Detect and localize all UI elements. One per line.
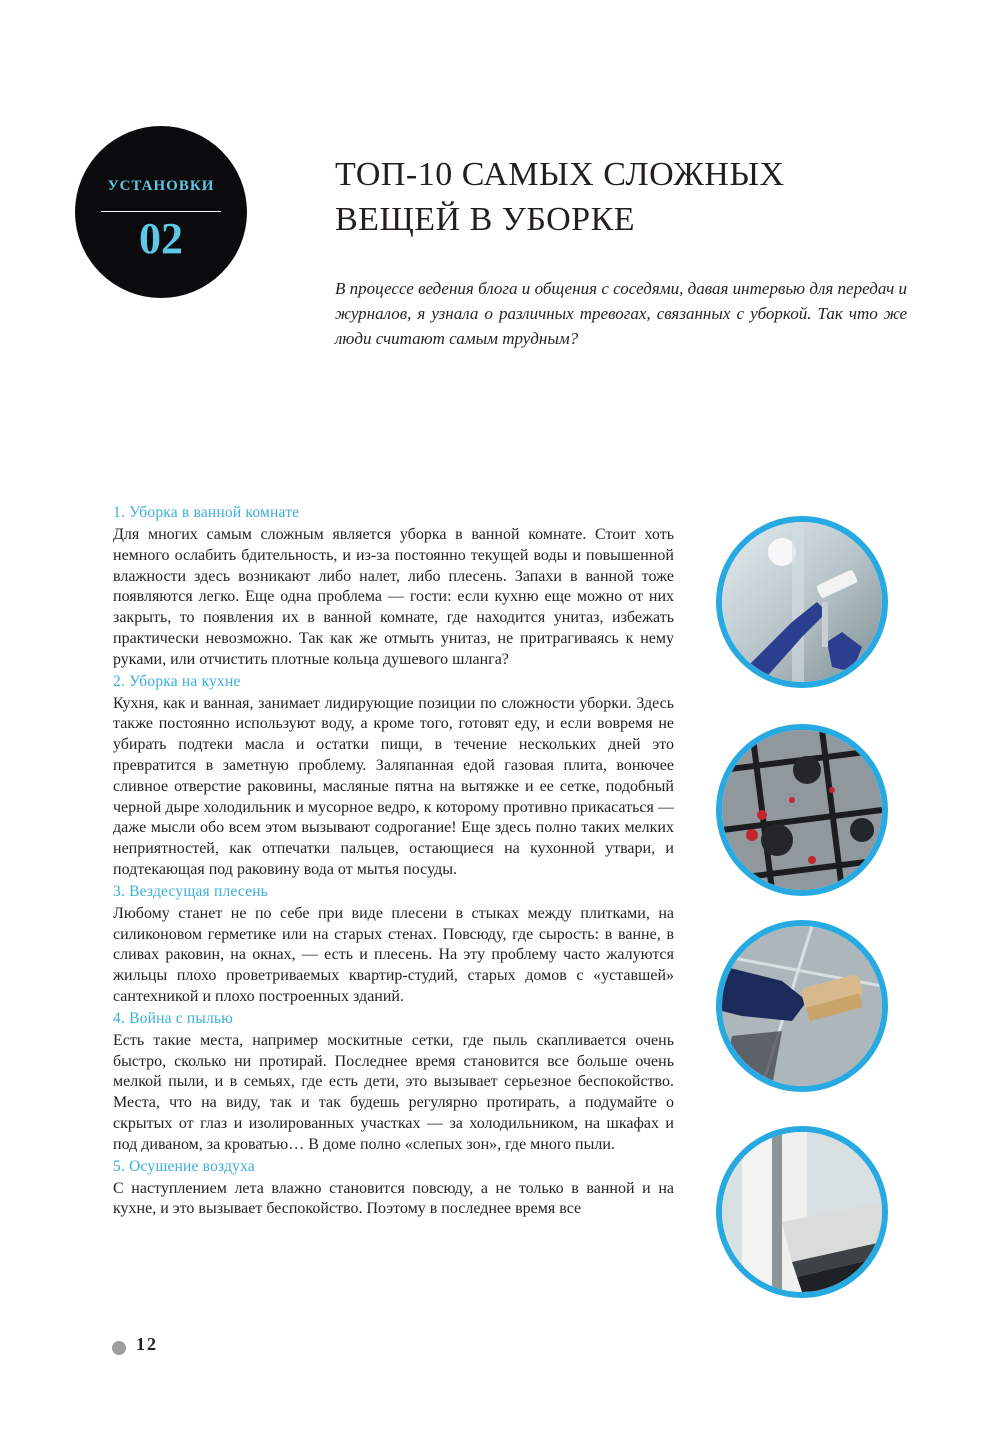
section-text-1: Для многих самым сложным является уборка в ванной комнате. Стоит хоть немного ослабить бдительность, и из-за постоянно текущей воды и повышенной влажности здесь возникают либо налет, либо плесень. Запахи в ванной тоже появляются легко. Еще одна проблема — гости: если кухню еще можно от них закрыть, то появления их в ванной комнате, где находится унитаз, избежать практически невозможно. Так как же отмыть унитаз, не притрагиваясь к нему руками, или отчистить плотные кольца душевого шланга?	[113, 526, 674, 668]
page-title: ТОП-10 САМЫХ СЛОЖНЫХ ВЕЩЕЙ В УБОРКЕ	[335, 156, 785, 238]
glass-cleaning-photo	[716, 516, 888, 688]
section-heading-4: 4. Война с пылью	[113, 1009, 233, 1027]
page-marker-dot	[112, 1341, 126, 1355]
badge-number: 02	[139, 214, 183, 263]
section-heading-5: 5. Осушение воздуха	[113, 1157, 255, 1175]
badge-divider	[101, 211, 221, 212]
page-number: 12	[136, 1334, 158, 1354]
section-text-5: С наступлением лета влажно становится повсюду, а не только в ванной и на кухне, и это вызывает беспокойство. Поэтому в последнее время все	[113, 1179, 674, 1218]
gas-stove-photo	[716, 724, 888, 896]
section-heading-2: 2. Уборка на кухне	[113, 672, 241, 690]
section-text-4: Есть такие места, например москитные сетки, где пыль скапливается очень быстро, сколько ни протирай. Последнее время становится все больше очень мелкой пыли, и в семьях, где есть дети, это вызывает серьезное беспокойство. Места, что на виду, так и так будешь регулярно протирать, а подумайте о скрытых от глаз и изолированных участках — за холодильником, на шкафах и под диваном, за кроватью… В доме полно «слепых зон», где много пыли.	[113, 1031, 674, 1153]
section-heading-3: 3. Вездесущая плесень	[113, 882, 268, 900]
article-body	[113, 502, 674, 1220]
section-heading-1: 1. Уборка в ванной комнате	[113, 504, 300, 521]
lead-paragraph: В процессе ведения блога и общения с соседями, давая интервью для передач и журналов, я узнала о различных тревогах, связанных с уборкой. Так что же люди считают самым трудным?	[335, 279, 907, 348]
tile-brush-photo	[716, 920, 888, 1092]
badge-label: УСТАНОВКИ	[107, 178, 215, 194]
section-text-3: Любому станет не по себе при виде плесени в стыках между плитками, на силиконовом герметике или на старых стенах. Повсюду, где сырость: в ванне, в сливах раковин, на окнах, — есть и плесень. На эту проблему часто жалуются жильцы плохо проветриваемых квартир-студий, старых домов с «уставшей» сантехникой и плохо построенных зданий.	[113, 904, 674, 1005]
window-frame-photo	[716, 1126, 888, 1298]
section-text-2: Кухня, как и ванная, занимает лидирующие позиции по сложности уборки. Здесь также постоянно используют воду, а кроме того, готовят еду, и если вовремя не убирать подтеки масла и остатки пищи, в течение нескольких дней это превратится в заметную проблему. Заляпанная едой газовая плита, вонючее сливное отверстие раковины, масляные пятна на вытяжке и ее сетке, подобный черной дыре холодильник и мусорное ведро, к которому противно прикасаться — даже мысли обо всем этом вызывают содрогание! Еще здесь полно таких мелких неприятностей, как отпечатки пальцев, остающиеся на кухонной утвари, и подтекающая под раковину вода от мытья посуды.	[113, 694, 674, 878]
section-badge	[75, 126, 247, 298]
